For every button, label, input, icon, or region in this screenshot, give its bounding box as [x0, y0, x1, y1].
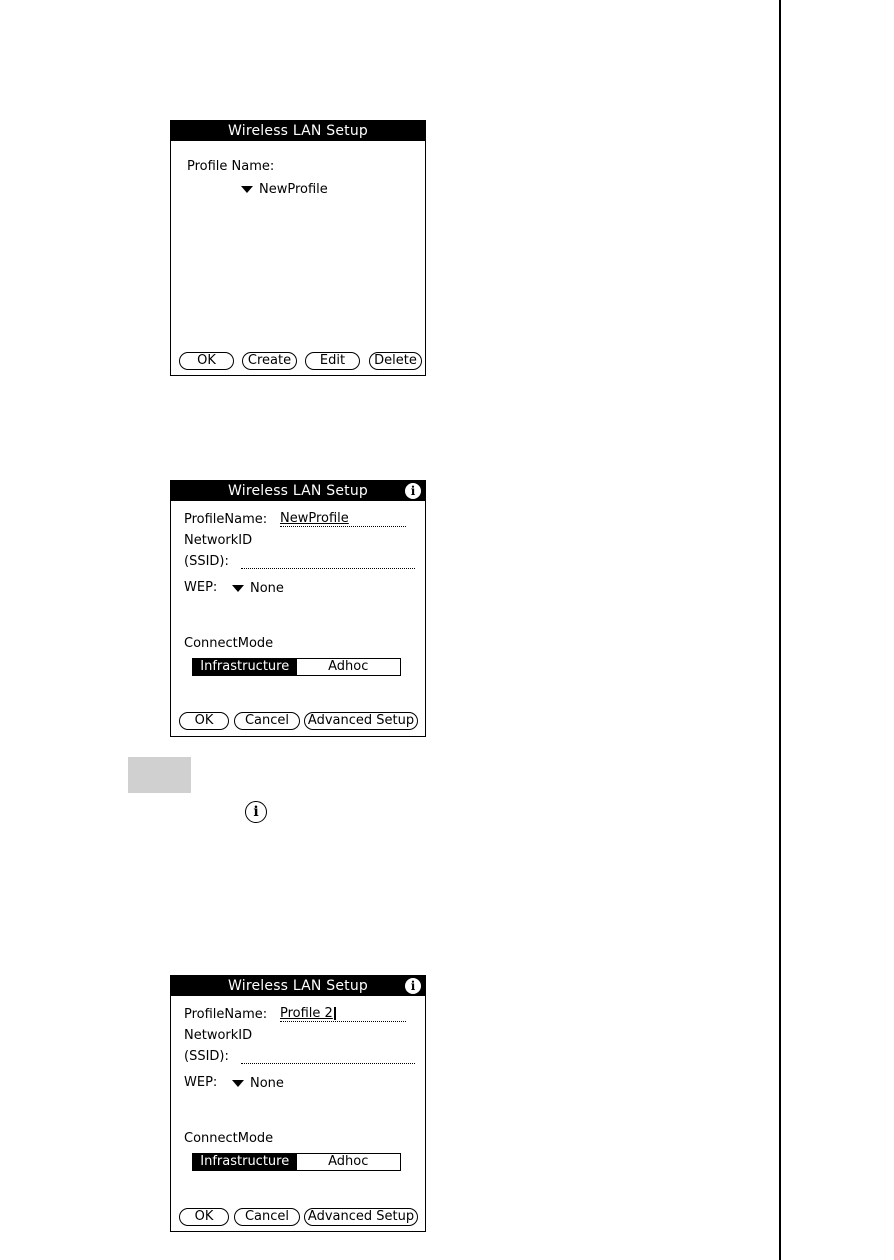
- dropdown-triangle-icon: [232, 585, 244, 592]
- connect-mode-selector: [192, 658, 401, 676]
- cancel-button[interactable]: Cancel: [234, 712, 300, 730]
- dropdown-triangle-icon: [241, 186, 253, 193]
- wep-dropdown-value: None: [250, 1076, 284, 1091]
- edit-button[interactable]: Edit: [305, 352, 360, 370]
- connect-mode-selector: [192, 1153, 401, 1171]
- screen-title: Wireless LAN Setup: [171, 481, 425, 501]
- mode-infrastructure[interactable]: Infrastructure: [193, 659, 297, 675]
- ssid-label: (SSID):: [184, 1049, 229, 1064]
- network-id-label: NetworkID: [184, 533, 253, 548]
- create-button[interactable]: Create: [242, 352, 297, 370]
- screen-title: Wireless LAN Setup: [171, 121, 425, 141]
- profile-name-label: ProfileName:: [184, 1007, 268, 1022]
- wireless-lan-setup-screen-1: [170, 120, 426, 376]
- page-margin-line: [779, 0, 781, 1260]
- dropdown-triangle-icon: [232, 1080, 244, 1087]
- profile-dropdown-value: NewProfile: [259, 182, 328, 197]
- ok-button[interactable]: OK: [179, 712, 229, 730]
- mode-adhoc[interactable]: Adhoc: [328, 659, 369, 674]
- delete-button[interactable]: Delete: [369, 352, 422, 370]
- mode-adhoc[interactable]: Adhoc: [328, 1154, 369, 1169]
- screen-title: Wireless LAN Setup: [171, 976, 425, 996]
- profile-name-field[interactable]: [280, 1006, 406, 1022]
- mode-infrastructure[interactable]: Infrastructure: [193, 1154, 297, 1170]
- ssid-field[interactable]: [241, 1048, 415, 1064]
- info-icon[interactable]: i: [405, 978, 421, 994]
- info-icon[interactable]: i: [405, 483, 421, 499]
- ssid-field[interactable]: [241, 553, 415, 569]
- profile-dropdown[interactable]: [241, 182, 328, 197]
- text-cursor: [334, 1007, 336, 1020]
- wep-dropdown[interactable]: [232, 1076, 284, 1091]
- wep-label: WEP:: [184, 580, 218, 595]
- note-marker: [128, 757, 191, 793]
- profile-name-value: NewProfile: [280, 511, 349, 526]
- connect-mode-label: ConnectMode: [184, 1131, 274, 1146]
- wireless-lan-setup-screen-2: [170, 480, 426, 737]
- wep-dropdown[interactable]: [232, 581, 284, 596]
- ok-button[interactable]: OK: [179, 1208, 229, 1226]
- ok-button[interactable]: OK: [179, 352, 234, 370]
- network-id-label: NetworkID: [184, 1028, 253, 1043]
- wep-dropdown-value: None: [250, 581, 284, 596]
- profile-name-value: Profile 2: [280, 1006, 333, 1021]
- wep-label: WEP:: [184, 1075, 218, 1090]
- wireless-lan-setup-screen-3: [170, 975, 426, 1232]
- advanced-setup-button[interactable]: Advanced Setup: [304, 712, 418, 730]
- cancel-button[interactable]: Cancel: [234, 1208, 300, 1226]
- info-icon: i: [245, 801, 267, 823]
- profile-name-label: ProfileName:: [184, 512, 268, 527]
- profile-name-field[interactable]: [280, 511, 406, 527]
- connect-mode-label: ConnectMode: [184, 636, 274, 651]
- advanced-setup-button[interactable]: Advanced Setup: [304, 1208, 418, 1226]
- profile-name-label: Profile Name:: [187, 159, 275, 174]
- ssid-label: (SSID):: [184, 554, 229, 569]
